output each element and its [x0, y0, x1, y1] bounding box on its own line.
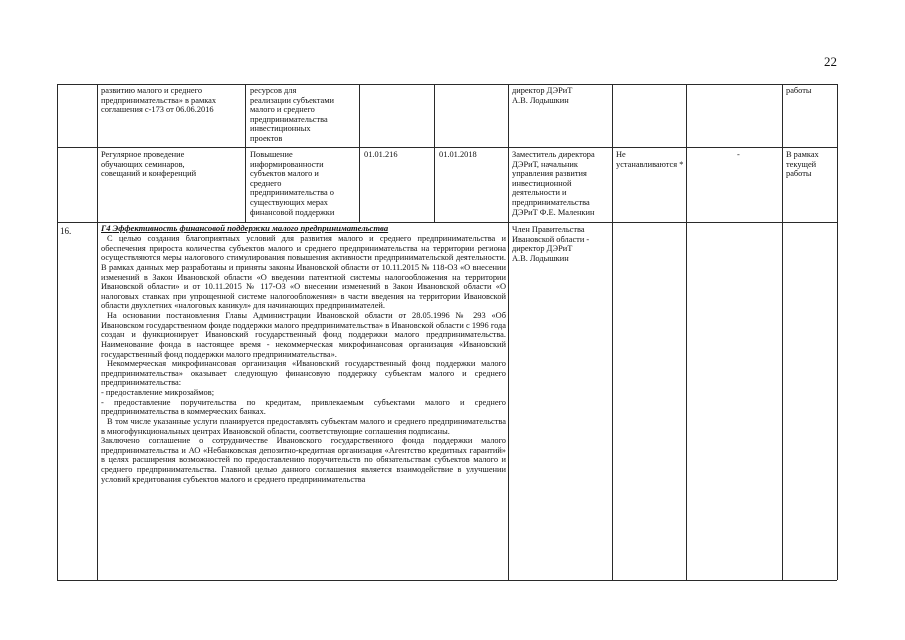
seminars-c9: В рамках текущей работы — [786, 150, 819, 179]
col-line — [359, 84, 360, 222]
paragraph: Заключено соглашение о сотрудничестве Ивановского государственного фонда поддержки малого предпринимательства и АО «Небанковская депозитно-кредитная организация «Агентство кредитных гарантий» в целях расширения возможностей по предоставлению поручительств по обязательствам субъектов малого и среднего предпринимательства. Главной целью данного соглашения является взаимодействие в улучшении условий кредитования субъектов малого и среднего предпринимательства — [101, 436, 506, 484]
cont-c9: работы — [786, 86, 812, 95]
list-item: - предоставление микрозаймов; — [101, 388, 215, 397]
paragraph: В том числе указанные услуги планируется предоставлять субъектам малого и среднего предпринимательства в многофункциональных центрах Ивановской области, соответствующие соглашения подписаны. — [101, 416, 506, 436]
paragraph: На основании постановления Главы Администрации Ивановской области от 28.05.1996 № 293 «Об Ивановском государственном фонде поддержки малого предпринимательства» в Ивановской области с 1996 года создан и функционирует Ивановский государственный фонд поддержки малого предпринимательства. Наименование фонда в настоящее время - некоммерческая микрофинансовая организация «Ивановский государственный фонд поддержки малого предпринимательства». — [101, 311, 506, 359]
col-line — [686, 84, 687, 580]
col-line — [434, 84, 435, 222]
col-line — [612, 84, 613, 580]
section-heading — [101, 223, 388, 233]
cont-c6: директор ДЭРиТ А.В. Лодышкин — [512, 86, 573, 105]
col-line — [837, 84, 838, 580]
seminars-c6: Заместитель директора ДЭРиТ, начальник управления развития инвестиционной деятельности и предпринимательства ДЭРиТ Ф.Е. Маленкин — [512, 150, 595, 217]
heading-text: Эффективность финансовой поддержки малого предпринимательства — [112, 223, 389, 233]
seminars-end-date: 01.01.2018 — [439, 150, 477, 159]
col-line — [245, 84, 246, 222]
col-line — [97, 84, 98, 580]
cont-c3: ресурсов для реализации субъектами малого и среднего предпринимательства инвестиционных проектов — [250, 86, 335, 143]
col-line — [782, 84, 783, 580]
paragraph: С целью создания благоприятных условий для развития малого и среднего предпринимательства и обеспечения прироста количества субъектов малого и среднего предпринимательства на территории региона осуществляются меры налогового стимулирования повышения активности предпринимательской деятельности. В рамках данных мер разработаны и приняты законы Ивановской области от 10.11.2015 № 118-ОЗ «О внесении изменений в Закон Ивановской области «О введении патентной системы налогообложения на территории Ивановской области» и от 10.11.2015 № 117-ОЗ «О внесении изменений в Закон Ивановской области «О налоговых ставках при упрощенной системе налогообложения» в части введения на территории Ивановской области двухлетних «налоговых каникул» для начинающих предпринимателей. — [101, 234, 506, 311]
paragraph: Некоммерческая микрофинансовая организация «Ивановский государственный фонд поддержки малого предпринимательства» оказывает следующую финансовую поддержку субъектам малого и среднего предпринимательства: — [101, 359, 506, 388]
row16-responsible: Член Правительства Ивановской области - директор ДЭРиТ А.В. Лодышкин — [512, 225, 590, 263]
seminars-start-date: 01.01.216 — [364, 150, 398, 159]
row-line — [57, 580, 837, 581]
col-line — [508, 84, 509, 580]
heading-prefix: Г4 — [101, 223, 113, 233]
seminars-c3: Повышение информированности субъектов малого и среднего предпринимательства о существующих мерах финансовой поддержки — [250, 150, 335, 217]
list-item: - предоставление поручительства по кредитам, привлекаемым субъектами малого и среднего предпринимательства в коммерческих банках. — [101, 397, 506, 417]
seminars-c8: - — [737, 150, 740, 159]
row-line — [57, 147, 837, 148]
col-line — [57, 84, 58, 580]
row-number: 16. — [60, 226, 72, 236]
row-line — [57, 84, 837, 85]
seminars-c2: Регулярное проведение обучающих семинаров, совещаний и конференций — [101, 150, 197, 179]
seminars-c7: Не устанавливаются * — [616, 150, 684, 169]
cont-c2: развитию малого и среднего предпринимательства» в рамках соглашения с-173 от 06.06.2016 — [101, 86, 217, 115]
section-body — [101, 234, 506, 484]
page-number: 22 — [824, 54, 837, 69]
